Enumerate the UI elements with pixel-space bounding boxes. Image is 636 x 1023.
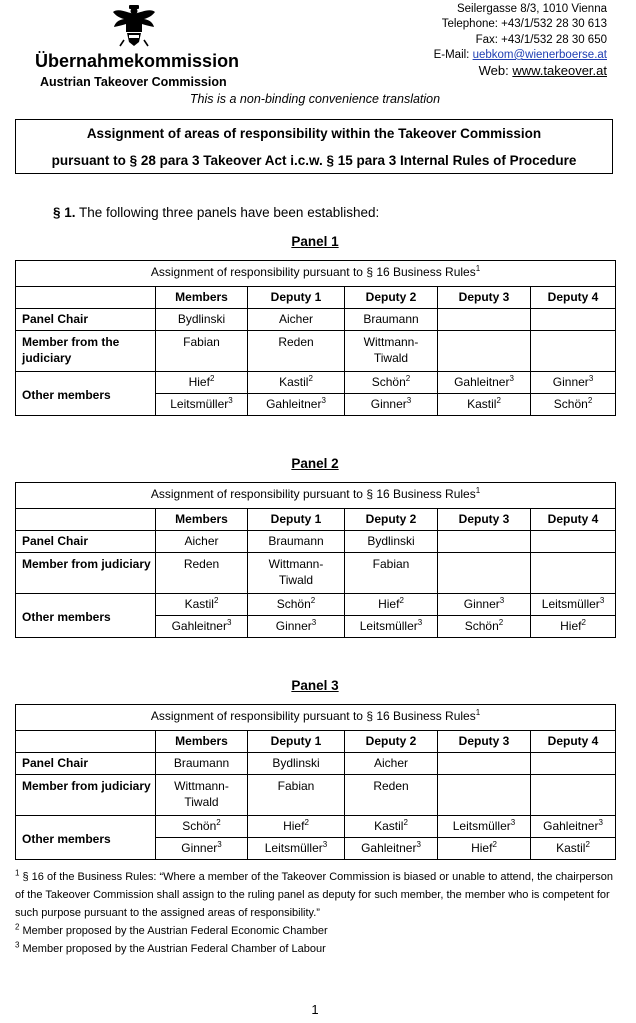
table-cell bbox=[531, 394, 616, 416]
footnote-ref: 3 bbox=[598, 818, 603, 827]
web-line: Web: www.takeover.at bbox=[478, 63, 607, 79]
table-row bbox=[16, 705, 616, 731]
section-intro bbox=[53, 205, 379, 220]
table-cell bbox=[248, 616, 345, 638]
header-row bbox=[16, 731, 616, 753]
footnote-ref: 3 bbox=[226, 618, 232, 627]
table-cell: Reden bbox=[345, 775, 438, 816]
member-name: Leitsmüller bbox=[264, 841, 323, 855]
footnote-ref: 2 bbox=[213, 596, 219, 605]
table-cell bbox=[345, 372, 438, 394]
table-cell: Bydlinski bbox=[345, 531, 438, 553]
member-name: Gahleitner bbox=[454, 375, 510, 389]
contact-block bbox=[434, 2, 607, 79]
member-name: Kastil bbox=[374, 819, 404, 833]
table-cell: Fabian bbox=[345, 553, 438, 594]
table-row bbox=[16, 753, 616, 775]
member-name: Kastil bbox=[467, 397, 497, 411]
member-name: Gahleitner bbox=[171, 619, 227, 633]
column-header: Deputy 3 bbox=[438, 287, 531, 309]
table-row bbox=[16, 483, 616, 509]
footnote-ref: 3 bbox=[599, 596, 605, 605]
table-cell: Wittmann-Tiwald bbox=[156, 775, 248, 816]
footnote-ref: 3 bbox=[588, 374, 594, 383]
table-cell bbox=[438, 775, 531, 816]
email-line: E-Mail: uebkom@wienerboerse.at bbox=[433, 48, 607, 61]
table-cell: Aicher bbox=[345, 753, 438, 775]
header-row bbox=[16, 509, 616, 531]
footnote-ref: 2 bbox=[216, 818, 221, 827]
table-cell bbox=[531, 594, 616, 616]
panel-title: Panel 2 bbox=[291, 456, 339, 471]
assignment-caption: Assignment of responsibility pursuant to § 16 Business Rules$^1$ bbox=[16, 261, 616, 287]
table-cell: Braumann bbox=[345, 309, 438, 331]
table-cell bbox=[156, 816, 248, 838]
table-cell: Wittmann-Tiwald bbox=[248, 553, 345, 594]
table-cell bbox=[248, 816, 345, 838]
table-cell: Reden bbox=[156, 553, 248, 594]
table-cell: Fabian bbox=[248, 775, 345, 816]
row-label-other-members: Other members bbox=[16, 816, 156, 860]
table-cell bbox=[438, 531, 531, 553]
document-title bbox=[15, 119, 613, 174]
table-cell bbox=[531, 372, 616, 394]
panel-title: Panel 3 bbox=[291, 678, 339, 693]
row-label-other-members: Other members bbox=[16, 372, 156, 416]
row-label-panel-chair: Panel Chair bbox=[16, 531, 156, 553]
section-text: The following three panels have been established: bbox=[75, 205, 380, 220]
footnotes bbox=[15, 868, 615, 958]
column-header: Deputy 4 bbox=[531, 287, 616, 309]
table-cell bbox=[531, 616, 616, 638]
table-cell bbox=[156, 372, 248, 394]
table-cell bbox=[248, 838, 345, 860]
organization-name-german: Übernahmekommission bbox=[35, 51, 240, 71]
footnote-ref: 3 bbox=[406, 396, 412, 405]
table-cell: Wittmann-Tiwald bbox=[345, 331, 438, 372]
address: Seilergasse 8/3, 1010 Vienna bbox=[456, 3, 607, 15]
austrian-eagle-emblem bbox=[112, 2, 156, 48]
header-empty-cell bbox=[16, 287, 156, 309]
table-cell bbox=[438, 394, 531, 416]
table-row bbox=[16, 531, 616, 553]
member-name: Leitsmüller bbox=[452, 819, 511, 833]
footnote-ref: 2 bbox=[492, 840, 497, 849]
column-header: Members bbox=[156, 731, 248, 753]
table-cell bbox=[438, 309, 531, 331]
column-header: Deputy 1 bbox=[248, 287, 345, 309]
web-link[interactable]: www.takeover.at bbox=[512, 63, 607, 79]
footnote-ref: 2 bbox=[585, 840, 590, 849]
row-label-judiciary: Member from judiciary bbox=[16, 553, 156, 594]
footnote-3: $^3$ Member proposed by the Austrian Federal Chamber of Labour bbox=[15, 940, 326, 955]
member-name: Kastil bbox=[184, 597, 214, 611]
footnote-ref: 3 bbox=[322, 840, 328, 849]
footnote-ref: 2 bbox=[496, 396, 501, 405]
table-cell: Bydlinski bbox=[248, 753, 345, 775]
table-cell bbox=[438, 816, 531, 838]
table-cell bbox=[156, 616, 248, 638]
member-name: Hief bbox=[471, 841, 493, 855]
column-header: Members bbox=[156, 287, 248, 309]
table-cell bbox=[248, 394, 345, 416]
footnote-ref: 3 bbox=[509, 374, 514, 383]
table-cell: Aicher bbox=[156, 531, 248, 553]
table-cell bbox=[531, 838, 616, 860]
table-cell bbox=[531, 331, 616, 372]
telephone: Telephone: +43/1/532 28 30 613 bbox=[441, 18, 607, 31]
member-name: Kastil bbox=[279, 375, 309, 389]
member-name: Schön bbox=[371, 375, 406, 389]
footnote-ref: 3 bbox=[321, 396, 326, 405]
member-name: Ginner bbox=[370, 397, 407, 411]
column-header: Deputy 2 bbox=[345, 509, 438, 531]
section-number: § 1. bbox=[53, 205, 76, 220]
table-row bbox=[16, 594, 616, 616]
member-name: Hief bbox=[283, 819, 305, 833]
table-cell bbox=[156, 394, 248, 416]
member-name: Leitsmüller bbox=[359, 619, 418, 633]
member-name: Kastil bbox=[556, 841, 586, 855]
header-empty-cell bbox=[16, 731, 156, 753]
table-cell: Aicher bbox=[248, 309, 345, 331]
panel-table bbox=[15, 482, 616, 638]
table-cell bbox=[531, 309, 616, 331]
row-label-other-members: Other members bbox=[16, 594, 156, 638]
header-empty-cell bbox=[16, 509, 156, 531]
footnote-ref: 3 bbox=[416, 840, 421, 849]
table-cell bbox=[345, 394, 438, 416]
table-cell bbox=[345, 594, 438, 616]
table-cell bbox=[438, 553, 531, 594]
table-cell bbox=[345, 838, 438, 860]
email-link[interactable]: uebkom@wienerboerse.at bbox=[472, 48, 607, 61]
panel-table bbox=[15, 704, 616, 860]
footnote-ref: 2 bbox=[498, 618, 504, 627]
panel-table bbox=[15, 260, 616, 416]
member-name: Schön bbox=[182, 819, 217, 833]
table-cell bbox=[531, 753, 616, 775]
member-name: Schön bbox=[553, 397, 588, 411]
footnote-ref: 2 bbox=[308, 374, 313, 383]
table-row bbox=[16, 816, 616, 838]
footnote-2: $^2$ Member proposed by the Austrian Federal Economic Chamber bbox=[15, 922, 328, 937]
table-cell: Bydlinski bbox=[156, 309, 248, 331]
column-header: Deputy 1 bbox=[248, 509, 345, 531]
table-cell bbox=[438, 372, 531, 394]
column-header: Deputy 4 bbox=[531, 509, 616, 531]
member-name: Leitsmüller bbox=[170, 397, 229, 411]
table-row bbox=[16, 775, 616, 816]
translation-disclaimer: This is a non-binding convenience translation bbox=[189, 92, 441, 106]
title-line-2: pursuant to § 28 para 3 Takeover Act i.c.w. § 15 para 3 Internal Rules of Procedure bbox=[51, 153, 577, 168]
footnote-ref: 3 bbox=[499, 596, 505, 605]
member-name: Ginner bbox=[463, 597, 500, 611]
assignment-caption: Assignment of responsibility pursuant to § 16 Business Rules$^1$ bbox=[16, 483, 616, 509]
member-name: Hief bbox=[560, 619, 582, 633]
column-header: Deputy 4 bbox=[531, 731, 616, 753]
table-cell: Braumann bbox=[248, 531, 345, 553]
table-cell bbox=[156, 594, 248, 616]
footnote-ref: 2 bbox=[304, 818, 309, 827]
row-label-judiciary: Member from judiciary bbox=[16, 775, 156, 816]
footnote-ref: 2 bbox=[403, 818, 408, 827]
member-name: Ginner bbox=[275, 619, 312, 633]
table-cell bbox=[345, 816, 438, 838]
footnote-ref: 3 bbox=[217, 840, 222, 849]
footnote-ref: 2 bbox=[310, 596, 316, 605]
table-row bbox=[16, 372, 616, 394]
column-header: Deputy 3 bbox=[438, 731, 531, 753]
table-cell: Reden bbox=[248, 331, 345, 372]
table-cell bbox=[531, 553, 616, 594]
column-header: Deputy 1 bbox=[248, 731, 345, 753]
panel-title: Panel 1 bbox=[291, 234, 339, 249]
footnote-ref: 2 bbox=[209, 374, 215, 383]
member-name: Gahleitner bbox=[361, 841, 417, 855]
table-row bbox=[16, 261, 616, 287]
footnote-ref: 2 bbox=[587, 396, 593, 405]
column-header: Members bbox=[156, 509, 248, 531]
row-label-panel-chair: Panel Chair bbox=[16, 309, 156, 331]
table-cell bbox=[531, 816, 616, 838]
member-name: Schön bbox=[276, 597, 311, 611]
table-cell bbox=[345, 616, 438, 638]
member-name: Gahleitner bbox=[543, 819, 599, 833]
organization-name-english: Austrian Takeover Commission bbox=[40, 75, 227, 89]
member-name: Gahleitner bbox=[266, 397, 322, 411]
table-cell bbox=[438, 616, 531, 638]
table-cell bbox=[531, 775, 616, 816]
table-cell bbox=[531, 531, 616, 553]
column-header: Deputy 2 bbox=[345, 287, 438, 309]
table-cell bbox=[156, 838, 248, 860]
table-cell bbox=[438, 753, 531, 775]
table-row bbox=[16, 331, 616, 372]
title-line-1: Assignment of areas of responsibility within the Takeover Commission bbox=[86, 126, 542, 141]
member-name: Ginner bbox=[181, 841, 218, 855]
page-number: 1 bbox=[311, 1002, 319, 1017]
table-cell bbox=[248, 372, 345, 394]
table-cell bbox=[438, 594, 531, 616]
footnote-ref: 3 bbox=[228, 396, 233, 405]
member-name: Ginner bbox=[552, 375, 589, 389]
assignment-caption: Assignment of responsibility pursuant to § 16 Business Rules$^1$ bbox=[16, 705, 616, 731]
footnote-ref: 3 bbox=[311, 618, 317, 627]
table-cell bbox=[438, 331, 531, 372]
row-label-judiciary: Member from the judiciary bbox=[16, 331, 156, 372]
member-name: Hief bbox=[188, 375, 210, 389]
member-name: Hief bbox=[378, 597, 400, 611]
footnote-ref: 3 bbox=[510, 818, 516, 827]
row-label-panel-chair: Panel Chair bbox=[16, 753, 156, 775]
footnote-ref: 2 bbox=[399, 596, 404, 605]
table-cell: Fabian bbox=[156, 331, 248, 372]
table-cell bbox=[248, 594, 345, 616]
footnote-ref: 2 bbox=[581, 618, 586, 627]
footnote-ref: 2 bbox=[405, 374, 411, 383]
fax: Fax: +43/1/532 28 30 650 bbox=[475, 33, 607, 46]
table-cell: Braumann bbox=[156, 753, 248, 775]
table-row bbox=[16, 553, 616, 594]
table-cell bbox=[438, 838, 531, 860]
header-row bbox=[16, 287, 616, 309]
member-name: Leitsmüller bbox=[541, 597, 600, 611]
table-row bbox=[16, 309, 616, 331]
footnote-1: $^1$ § 16 of the Business Rules: “Where a member of the Takeover Commission is biased or unable to attend, the chairperson of the Takeover Commission shall assign to the ruling panel as deputy for such member, the member who is competent for such purpose pursuant to the assigned areas of responsibility.” bbox=[15, 868, 613, 919]
member-name: Schön bbox=[464, 619, 499, 633]
column-header: Deputy 2 bbox=[345, 731, 438, 753]
column-header: Deputy 3 bbox=[438, 509, 531, 531]
footnote-ref: 3 bbox=[417, 618, 423, 627]
